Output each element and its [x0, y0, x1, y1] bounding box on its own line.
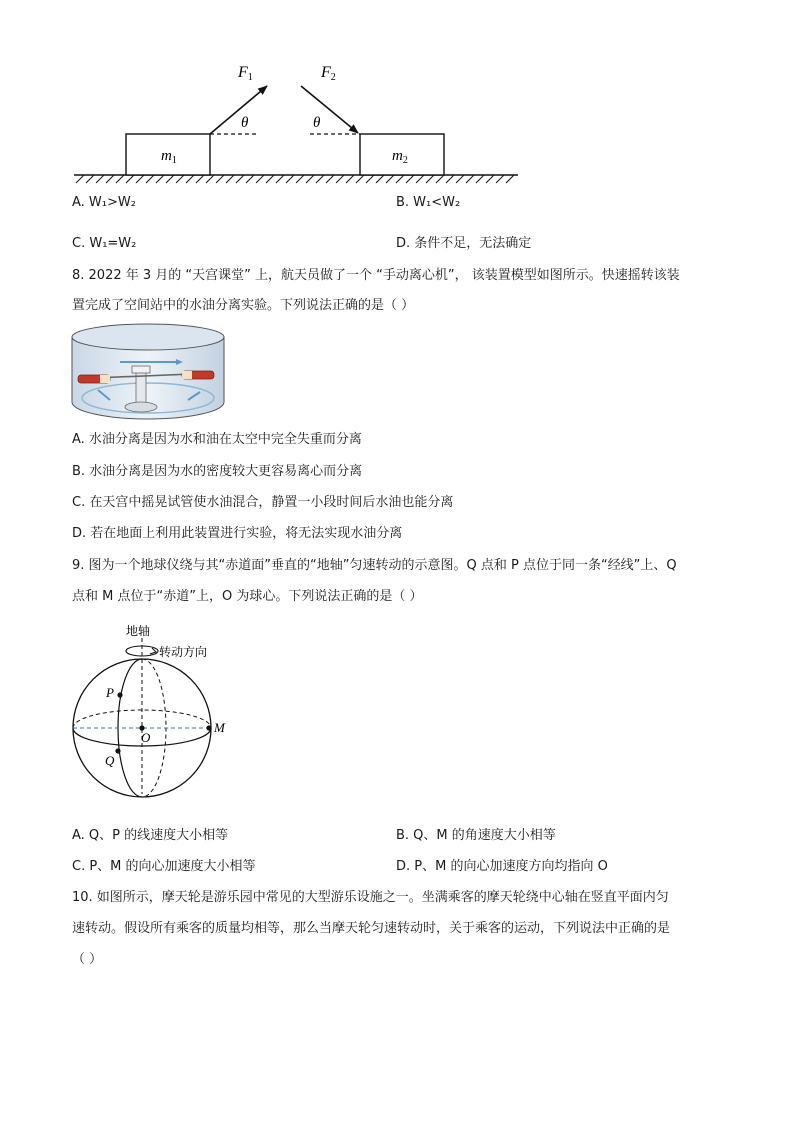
q9-option-a[interactable]: A. Q、P 的线速度大小相等 — [72, 828, 229, 843]
point-p — [117, 692, 122, 697]
q8-option-c[interactable]: C. 在天宫中摇晃试管使水油混合，静置一小段时间后水油也能分离 — [72, 495, 454, 510]
q9-option-c[interactable]: C. P、M 的向心加速度大小相等 — [72, 859, 256, 874]
theta-label-2: θ — [313, 115, 321, 131]
q9-option-b[interactable]: B. Q、M 的角速度大小相等 — [396, 828, 556, 843]
point-p-label: P — [106, 685, 114, 700]
q7-option-d[interactable]: D. 条件不足，无法确定 — [396, 236, 532, 251]
q9-option-d[interactable]: D. P、M 的向心加速度方向均指向 O — [396, 859, 608, 874]
ground-hatching — [76, 175, 514, 183]
point-m — [206, 725, 211, 730]
rotation-direction-label: 转动方向 — [159, 645, 208, 659]
q8-stem-line-1: 8. 2022 年 3 月的 “天宫课堂” 上，航天员做了一个 “手动离心机”， 该装置模型如图所示。快速摇转该装 — [72, 268, 680, 283]
force-f1-arrow — [210, 86, 267, 134]
q9-stem-line-1: 9. 图为一个地球仪绕与其“赤道面”垂直的“地轴”匀速转动的示意图。Q 点和 P 点位于同一条“经线”上、Q — [72, 558, 677, 573]
blocks-force-diagram — [60, 50, 540, 190]
q8-option-d[interactable]: D. 若在地面上利用此装置进行实验，将无法实现水油分离 — [72, 526, 403, 541]
q8-option-b[interactable]: B. 水油分离是因为水的密度较大更容易离心而分离 — [72, 464, 363, 479]
q8-stem-line-2: 置完成了空间站中的水油分离实验。下列说法正确的是（ ） — [72, 298, 415, 313]
point-q-label: Q — [105, 753, 115, 768]
theta-label-1: θ — [241, 115, 249, 131]
force-f1-label: F1 — [238, 64, 253, 83]
block-m2-label: $m_2$ — [392, 148, 408, 166]
globe-diagram — [64, 618, 234, 800]
earth-axis-label: 地轴 — [126, 624, 151, 638]
point-m-label: M — [214, 720, 225, 735]
q7-option-c[interactable]: C. W₁=W₂ — [72, 236, 137, 251]
point-q — [115, 748, 120, 753]
q10-stem-line-2: 速转动。假设所有乘客的质量均相等，那么当摩天轮匀速转动时，关于乘客的运动，下列说法中正确的是 — [72, 921, 671, 936]
force-f2-arrow — [301, 86, 358, 133]
point-o-label: O — [141, 730, 151, 745]
q7-option-a[interactable]: A. W₁>W₂ — [72, 195, 136, 210]
block-m1-label: $m_1$ — [161, 148, 177, 166]
centrifuge-device-illustration — [70, 322, 228, 422]
q10-stem-line-3: （ ） — [72, 952, 103, 967]
force-f2-label: F2 — [321, 64, 336, 83]
q9-stem-line-2: 点和 M 点位于“赤道”上，O 为球心。下列说法正确的是（ ） — [72, 589, 423, 604]
q8-option-a[interactable]: A. 水油分离是因为水和油在太空中完全失重而分离 — [72, 432, 362, 447]
q7-option-b[interactable]: B. W₁<W₂ — [396, 195, 461, 210]
q10-stem-line-1: 10. 如图所示，摩天轮是游乐园中常见的大型游乐设施之一。坐满乘客的摩天轮绕中心轴在竖直平面内匀 — [72, 890, 669, 905]
